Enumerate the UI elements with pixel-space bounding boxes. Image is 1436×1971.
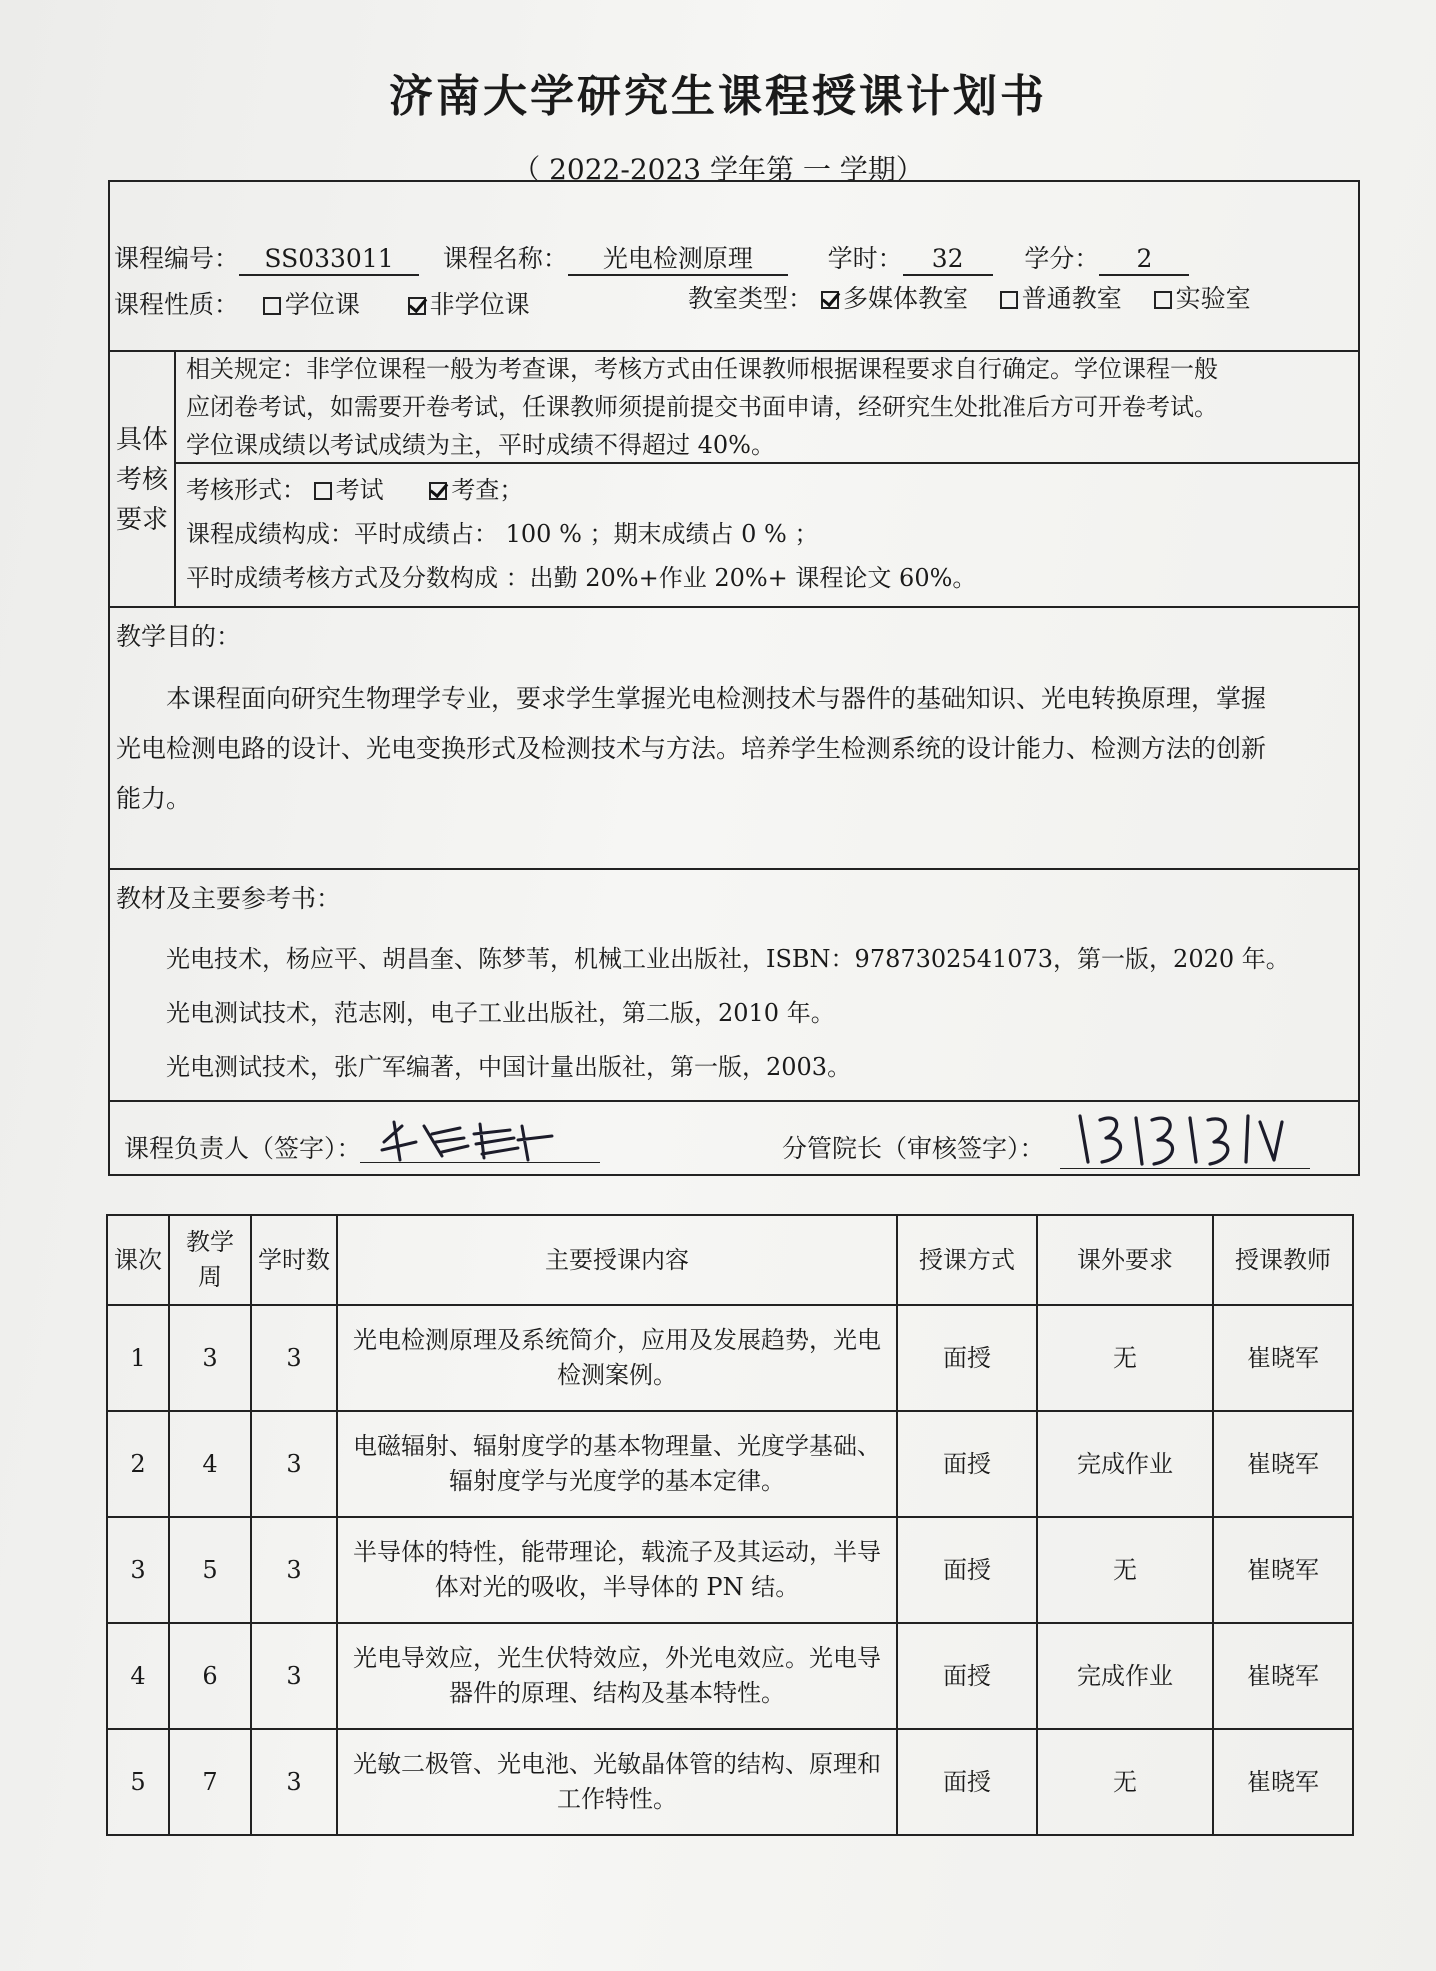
book-item: 光电测试技术，范志刚，电子工业出版社，第二版，2010 年。 (166, 999, 835, 1027)
header-extra: 课外要求 (1037, 1215, 1213, 1305)
cell-extra: 完成作业 (1037, 1623, 1213, 1729)
cell-week: 4 (169, 1411, 251, 1517)
side-label-line: 具体 (116, 425, 169, 455)
cell-hours: 3 (251, 1623, 337, 1729)
option-degree-course: 学位课 (284, 290, 360, 319)
assessment-side-label (116, 420, 168, 540)
cell-content: 光电导效应，光生伏特效应，外光电效应。光电导器件的原理、结构及基本特性。 (337, 1623, 897, 1729)
cell-content: 电磁辐射、辐射度学的基本物理量、光度学基础、辐射度学与光度学的基本定律。 (337, 1411, 897, 1517)
purpose-line: 能力。 (116, 784, 192, 813)
rules-line: 学位课成绩以考试成绩为主，平时成绩不得超过 40%。 (186, 431, 775, 459)
cell-mode: 面授 (897, 1517, 1037, 1623)
option-review: 考查； (451, 476, 524, 504)
cell-hours: 3 (251, 1729, 337, 1835)
option-exam: 考试 (335, 476, 384, 504)
books-list (166, 932, 1356, 1094)
side-label-line: 考核 (116, 465, 169, 495)
lead-signature-label: 课程负责人（签字）： (124, 1134, 362, 1163)
course-info-frame (108, 180, 1360, 1176)
cell-week: 3 (169, 1305, 251, 1411)
checkbox-multimedia-room (821, 291, 839, 309)
course-name-label: 课程名称： (442, 244, 568, 273)
cell-lesson-no: 2 (107, 1411, 169, 1517)
rules-line: 相关规定：非学位课程一般为考查课，考核方式由任课教师根据课程要求自行确定。学位课程一般 (186, 355, 1218, 383)
cell-mode: 面授 (897, 1411, 1037, 1517)
table-row (107, 1623, 1353, 1729)
cell-content: 半导体的特性，能带理论，载流子及其运动，半导体对光的吸收，半导体的 PN 结。 (337, 1517, 897, 1623)
header-content: 主要授课内容 (337, 1215, 897, 1305)
divider (110, 606, 1360, 608)
room-type-field (688, 284, 1251, 314)
assessment-details (186, 468, 976, 600)
table-row (107, 1517, 1353, 1623)
purpose-line: 光电检测电路的设计、光电变换形式及检测技术与方法。培养学生检测系统的设计能力、检测方法的创新 (116, 734, 1267, 763)
dean-signature-handwriting (1070, 1102, 1300, 1172)
header-lesson-no: 课次 (107, 1215, 169, 1305)
cell-teacher: 崔晓军 (1213, 1517, 1353, 1623)
course-nature-label: 课程性质： (114, 290, 240, 319)
checkbox-normal-room (1000, 291, 1018, 309)
cell-extra: 无 (1037, 1305, 1213, 1411)
header-hours: 学时数 (251, 1215, 337, 1305)
cell-mode: 面授 (897, 1623, 1037, 1729)
cell-teacher: 崔晓军 (1213, 1411, 1353, 1517)
cell-lesson-no: 4 (107, 1623, 169, 1729)
cell-extra: 完成作业 (1037, 1411, 1213, 1517)
purpose-line: 本课程面向研究生物理学专业，要求学生掌握光电检测技术与器件的基础知识、光电转换原理，掌握 (166, 684, 1267, 713)
table-row (107, 1411, 1353, 1517)
table-row (107, 1305, 1353, 1411)
cell-hours: 3 (251, 1517, 337, 1623)
course-code-field (114, 244, 1189, 276)
assessment-rules (186, 350, 1218, 464)
schedule-header-row (107, 1215, 1353, 1305)
checkbox-review (429, 482, 447, 500)
course-nature-field (114, 290, 530, 320)
checkbox-degree-course (263, 297, 281, 315)
hours-value: 32 (903, 244, 993, 276)
lead-signature-handwriting (372, 1112, 572, 1168)
cell-hours: 3 (251, 1305, 337, 1411)
header-week: 教学周 (169, 1215, 251, 1305)
assessment-form-line (186, 468, 976, 512)
cell-teacher: 崔晓军 (1213, 1729, 1353, 1835)
document-title: 济南大学研究生课程授课计划书 (389, 71, 1047, 122)
divider (110, 868, 1360, 870)
cell-content: 光敏二极管、光电池、光敏晶体管的结构、原理和工作特性。 (337, 1729, 897, 1835)
option-lab-room: 实验室 (1175, 284, 1251, 313)
book-item: 光电测试技术，张广军编著，中国计量出版社，第一版，2003。 (166, 1053, 852, 1081)
divider (174, 350, 176, 606)
assessment-form-label: 考核形式： (186, 476, 306, 504)
option-normal-room: 普通教室 (1021, 284, 1122, 313)
book-item: 光电技术，杨应平、胡昌奎、陈梦苇，机械工业出版社，ISBN：9787302541073，第一版，2020 年。 (166, 945, 1290, 973)
course-code-value: SS033011 (239, 244, 419, 276)
hours-label: 学时： (827, 244, 903, 273)
books-label: 教材及主要参考书： (116, 884, 342, 913)
option-multimedia-room: 多媒体教室 (842, 284, 968, 313)
term-line: （ 2022-2023 学年第 一 学期） (512, 153, 924, 186)
cell-hours: 3 (251, 1411, 337, 1517)
header-teacher: 授课教师 (1213, 1215, 1353, 1305)
cell-lesson-no: 5 (107, 1729, 169, 1835)
purpose-label: 教学目的： (116, 622, 242, 651)
cell-lesson-no: 1 (107, 1305, 169, 1411)
schedule-table (106, 1214, 1354, 1836)
purpose-text (116, 674, 1354, 824)
cell-mode: 面授 (897, 1729, 1037, 1835)
checkbox-non-degree-course (408, 297, 426, 315)
option-non-degree-course: 非学位课 (429, 290, 530, 319)
course-code-label: 课程编号： (114, 244, 240, 273)
room-type-label: 教室类型： (688, 284, 814, 313)
table-row (107, 1729, 1353, 1835)
credits-label: 学分： (1024, 244, 1100, 273)
header-mode: 授课方式 (897, 1215, 1037, 1305)
cell-extra: 无 (1037, 1729, 1213, 1835)
dean-signature-label: 分管院长（审核签字）： (782, 1134, 1045, 1163)
course-name-value: 光电检测原理 (568, 244, 788, 276)
grade-composition-line: 课程成绩构成：平时成绩占： 100 % ；期末成绩占 0 % ； (186, 520, 819, 548)
side-label-line: 要求 (116, 505, 169, 535)
cell-week: 5 (169, 1517, 251, 1623)
credits-value: 2 (1099, 244, 1189, 276)
cell-mode: 面授 (897, 1305, 1037, 1411)
cell-week: 6 (169, 1623, 251, 1729)
cell-teacher: 崔晓军 (1213, 1305, 1353, 1411)
cell-teacher: 崔晓军 (1213, 1623, 1353, 1729)
cell-week: 7 (169, 1729, 251, 1835)
cell-lesson-no: 3 (107, 1517, 169, 1623)
checkbox-lab-room (1154, 291, 1172, 309)
checkbox-exam (314, 482, 332, 500)
rules-line: 应闭卷考试，如需要开卷考试，任课教师须提前提交书面申请，经研究生处批准后方可开卷考试。 (186, 393, 1218, 421)
grade-method-line: 平时成绩考核方式及分数构成 ：出勤 20%+作业 20%+ 课程论文 60%。 (186, 564, 977, 592)
cell-content: 光电检测原理及系统简介，应用及发展趋势，光电检测案例。 (337, 1305, 897, 1411)
cell-extra: 无 (1037, 1517, 1213, 1623)
